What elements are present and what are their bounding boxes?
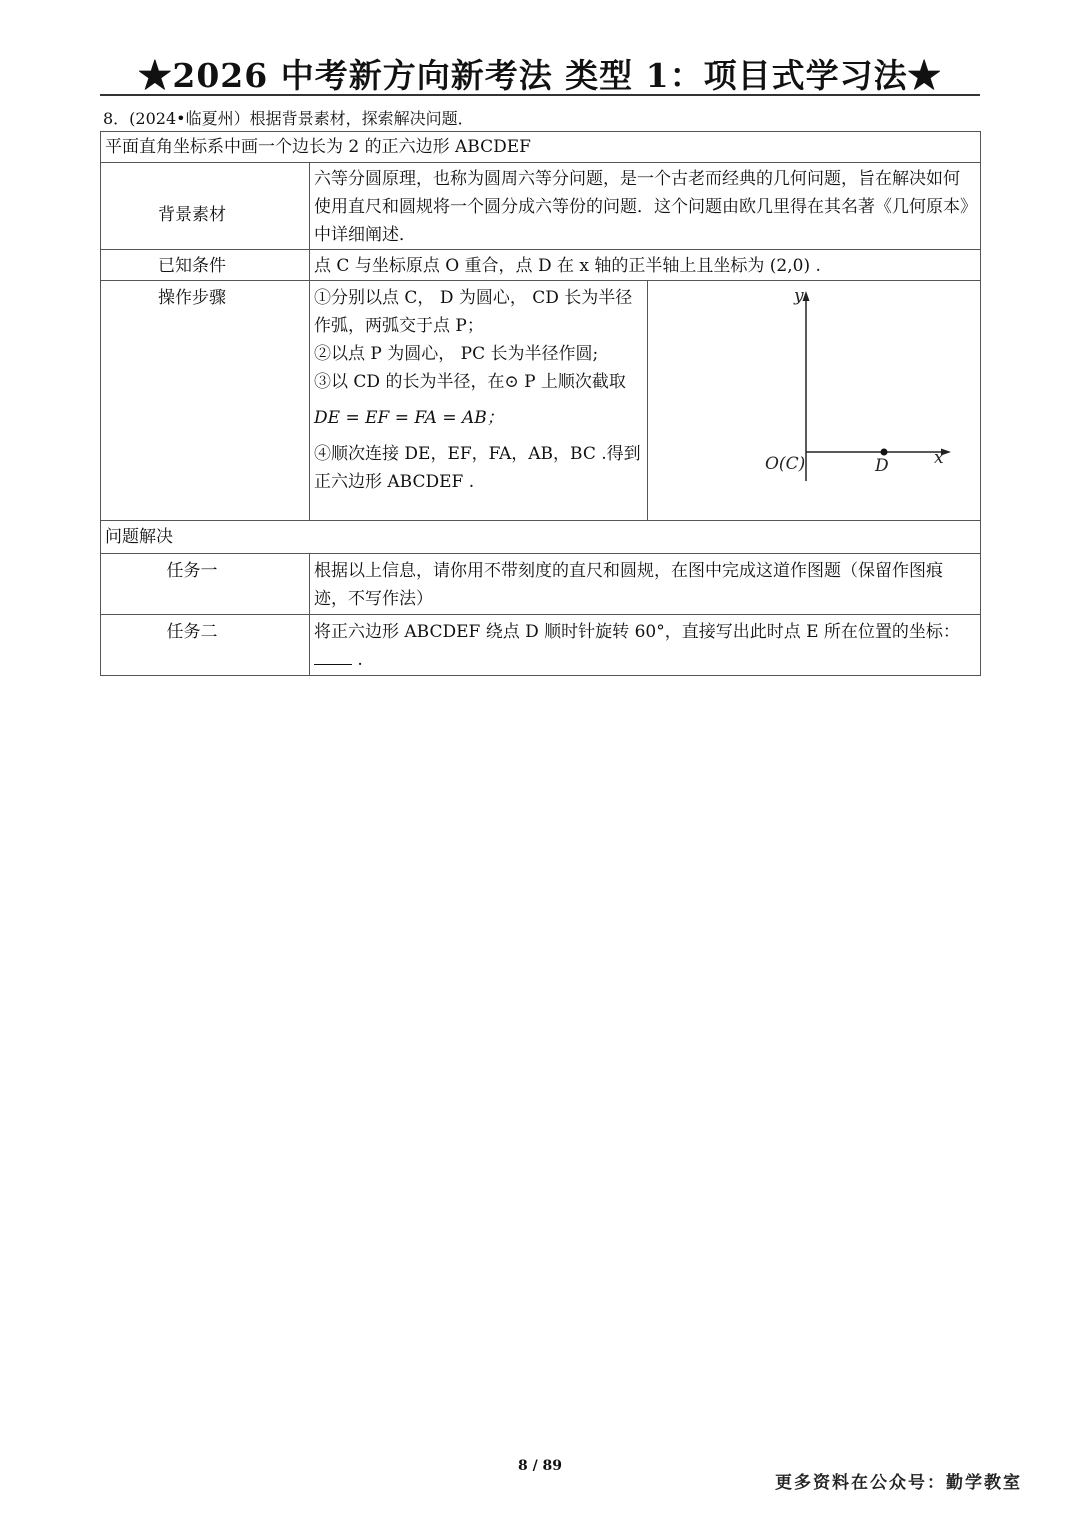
task2-row: [101, 615, 981, 676]
figure-cell: [648, 281, 981, 521]
x-axis-label: x: [934, 448, 944, 468]
page-number: 8 / 89: [517, 1458, 563, 1474]
topic-cell: 平面直角坐标系中画一个边长为 2 的正六边形 ABCDEF: [101, 132, 981, 163]
point-d-marker: [881, 449, 888, 456]
task2-end: .: [357, 650, 363, 670]
task1-row: [101, 554, 981, 615]
steps-cell: [310, 281, 648, 521]
task2-label: 任务二: [101, 615, 310, 676]
step-1: ①分别以点 C， D 为圆心， CD 长为半径作弧，两弧交于点 P；: [314, 288, 633, 336]
footer-watermark: 更多资料在公众号：勤学教室: [775, 1473, 1022, 1493]
topic-row: [101, 132, 981, 163]
known-text: 点 C 与坐标原点 O 重合，点 D 在 x 轴的正半轴上且坐标为 (2,0) .: [310, 250, 981, 281]
background-row: [101, 163, 981, 250]
solve-header-row: [101, 521, 981, 554]
coordinate-figure: [648, 281, 979, 511]
task2-text: 将正六边形 ABCDEF 绕点 D 顺时针旋转 60°，直接写出此时点 E 所在位置的坐标：: [314, 622, 960, 642]
background-label: 背景素材: [101, 163, 310, 250]
question-intro: 8．(2024•临夏州）根据背景素材，探索解决问题．: [103, 109, 474, 128]
background-text: 六等分圆原理，也称为圆周六等分问题，是一个古老而经典的几何问题，旨在解决如何使用直尺和圆规将一个圆分成六等份的问题．这个问题由欧几里得在其名著《几何原本》中详细阐述．: [310, 163, 981, 250]
origin-label: O(C): [765, 454, 806, 474]
known-row: [101, 250, 981, 281]
point-d-label: D: [875, 456, 889, 476]
task1-text: 根据以上信息，请你用不带刻度的直尺和圆规，在图中完成这道作图题（保留作图痕迹，不写作法）: [310, 554, 981, 615]
title-divider: [100, 94, 980, 96]
step-equation: DE = EF = FA = AB；: [314, 408, 504, 428]
known-label: 已知条件: [101, 250, 310, 281]
steps-row: [101, 281, 981, 521]
task2-cell: [310, 615, 981, 676]
page-title: ★2026 中考新方向新考法 类型 1：项目式学习法★: [138, 56, 942, 95]
y-axis-label: y: [794, 286, 804, 306]
step-2: ②以点 P 为圆心， PC 长为半径作圆;: [314, 344, 599, 364]
step-3: ③以 CD 的长为半径，在⊙ P 上顺次截取: [314, 372, 626, 392]
task1-label: 任务一: [101, 554, 310, 615]
steps-label: 操作步骤: [101, 281, 310, 521]
step-4: ④顺次连接 DE，EF，FA，AB，BC .得到正六边形 ABCDEF .: [314, 444, 641, 492]
problem-table: [100, 131, 981, 676]
solve-header: 问题解决: [101, 521, 981, 554]
answer-blank[interactable]: [314, 646, 352, 665]
